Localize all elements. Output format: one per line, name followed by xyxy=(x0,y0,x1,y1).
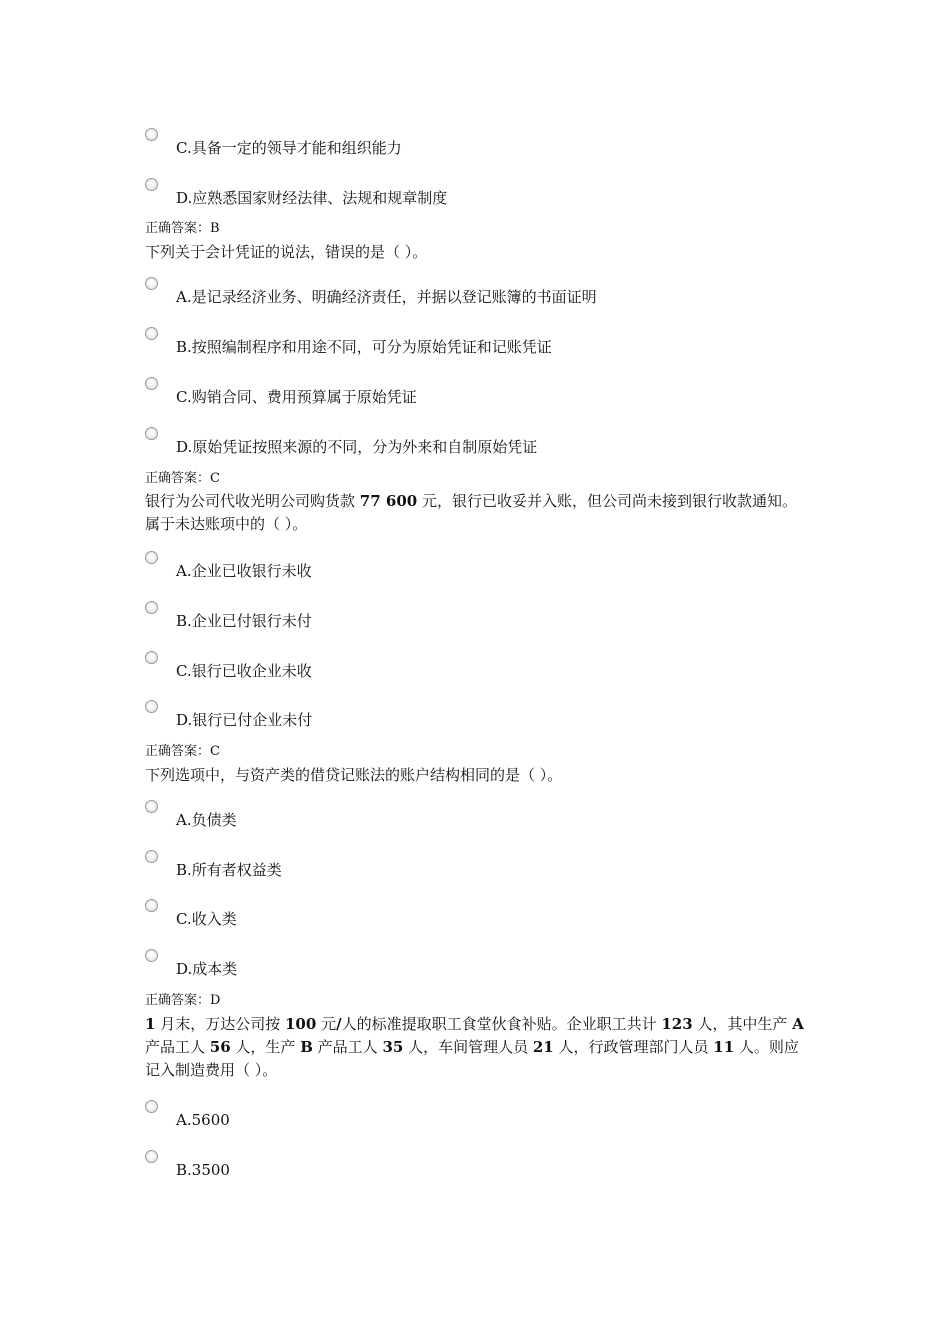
question-text xyxy=(145,241,810,264)
option-label: A.企业已收银行未收 xyxy=(176,562,312,580)
question-text-run: 下列选项中，与资产类的借贷记账法的账户结构相同的是（ ）。 xyxy=(145,766,563,784)
option-c[interactable] xyxy=(145,128,845,158)
question-text-run: 人，其中生产 xyxy=(692,1015,793,1033)
question-text-run: 人，车间管理人员 xyxy=(403,1038,533,1056)
option-b[interactable] xyxy=(145,601,845,631)
radio-button[interactable] xyxy=(145,899,158,912)
radio-button[interactable] xyxy=(145,178,158,191)
option-a[interactable] xyxy=(145,1100,845,1130)
option-label: C.银行已收企业未收 xyxy=(176,662,312,680)
correct-answer: 正确答案：C xyxy=(145,471,220,486)
question-text-run: 人。则应记入制造费用（ ）。 xyxy=(145,1038,799,1079)
option-c[interactable] xyxy=(145,899,845,929)
question-text-run: 100 xyxy=(284,1015,317,1033)
question-text-run: 元，银行已收妥并入账，但公司尚未接到银行收款通知。属于未达账项中的（ ）。 xyxy=(145,492,797,533)
option-label: D.银行已付企业未付 xyxy=(176,711,313,729)
option-label: C.购销合同、费用预算属于原始凭证 xyxy=(176,388,417,406)
radio-button[interactable] xyxy=(145,800,158,813)
option-label: D.成本类 xyxy=(176,960,238,978)
option-d[interactable] xyxy=(145,700,845,730)
option-d[interactable] xyxy=(145,949,845,979)
option-label: D.应熟悉国家财经法律、法规和规章制度 xyxy=(176,189,448,207)
question-text-run: 123 xyxy=(661,1015,693,1033)
radio-button[interactable] xyxy=(145,651,158,664)
radio-button[interactable] xyxy=(145,1150,158,1163)
question-text xyxy=(145,764,810,787)
radio-button[interactable] xyxy=(145,850,158,863)
option-label: A.5600 xyxy=(176,1111,230,1129)
question-text-run: 下列关于会计凭证的说法，错误的是（ ）。 xyxy=(145,243,428,261)
option-label: A.负债类 xyxy=(176,811,237,829)
option-b[interactable] xyxy=(145,850,845,880)
question-text-run: 人，生产 xyxy=(230,1038,301,1056)
question-text-run: 元 xyxy=(316,1015,337,1033)
option-a[interactable] xyxy=(145,800,845,830)
question-text-run: 产品工人 xyxy=(145,1038,210,1056)
radio-button[interactable] xyxy=(145,700,158,713)
option-b[interactable] xyxy=(145,327,845,357)
question-text-run: 人，行政管理部门人员 xyxy=(553,1038,714,1056)
option-label: C.具备一定的领导才能和组织能力 xyxy=(176,139,402,157)
radio-button[interactable] xyxy=(145,551,158,564)
question-text xyxy=(145,1013,810,1082)
question-text-run: 银行为公司代收光明公司购货款 xyxy=(145,492,360,510)
radio-button[interactable] xyxy=(145,427,158,440)
option-a[interactable] xyxy=(145,277,845,307)
question-text-run: 1 xyxy=(145,1015,156,1033)
radio-button[interactable] xyxy=(145,277,158,290)
radio-button[interactable] xyxy=(145,1100,158,1113)
option-label: C.收入类 xyxy=(176,910,237,928)
option-d[interactable] xyxy=(145,427,845,457)
question-text-run: 人的标准提取职工食堂伙食补贴。企业职工共计 xyxy=(341,1015,662,1033)
correct-answer: 正确答案：D xyxy=(145,993,221,1008)
option-b[interactable] xyxy=(145,1150,845,1180)
radio-button[interactable] xyxy=(145,128,158,141)
option-label: B.3500 xyxy=(176,1161,230,1179)
option-c[interactable] xyxy=(145,377,845,407)
radio-button[interactable] xyxy=(145,949,158,962)
question-text-run: 21 xyxy=(532,1038,554,1056)
radio-button[interactable] xyxy=(145,377,158,390)
question-text-run: 77 600 xyxy=(359,492,418,510)
question-text-run: A xyxy=(792,1015,804,1033)
question-text-run: 产品工人 xyxy=(312,1038,383,1056)
question-text-run: 35 xyxy=(382,1038,404,1056)
option-label: B.按照编制程序和用途不同，可分为原始凭证和记账凭证 xyxy=(176,338,552,356)
question-text-run: 11 xyxy=(713,1038,735,1056)
option-label: B.所有者权益类 xyxy=(176,861,282,879)
option-label: B.企业已付银行未付 xyxy=(176,612,312,630)
option-label: D.原始凭证按照来源的不同，分为外来和自制原始凭证 xyxy=(176,438,538,456)
question-text xyxy=(145,490,810,536)
option-c[interactable] xyxy=(145,651,845,681)
radio-button[interactable] xyxy=(145,327,158,340)
radio-button[interactable] xyxy=(145,601,158,614)
option-a[interactable] xyxy=(145,551,845,581)
correct-answer: 正确答案：B xyxy=(145,221,220,236)
question-text-run: / xyxy=(336,1015,342,1033)
correct-answer: 正确答案：C xyxy=(145,744,220,759)
question-text-run: 56 xyxy=(209,1038,231,1056)
option-label: A.是记录经济业务、明确经济责任，并据以登记账簿的书面证明 xyxy=(176,288,597,306)
question-text-run: 月末，万达公司按 xyxy=(155,1015,285,1033)
option-d[interactable] xyxy=(145,178,845,208)
question-text-run: B xyxy=(300,1038,313,1056)
